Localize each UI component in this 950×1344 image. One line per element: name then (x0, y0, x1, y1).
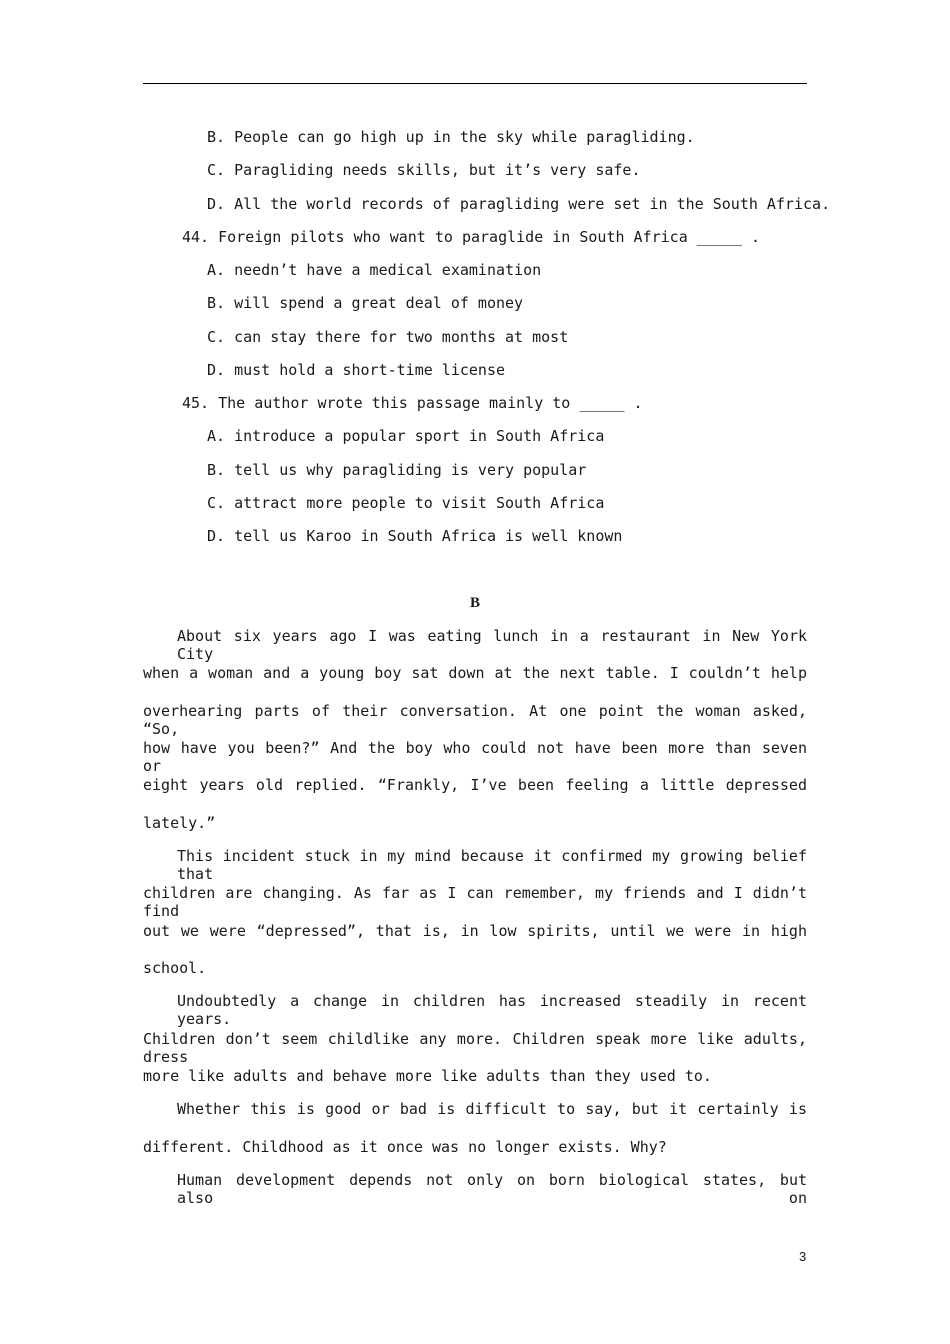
passage-line: different. Childhood as it once was no longer exists. Why? (143, 1138, 667, 1156)
passage-line: lately.” (143, 814, 216, 832)
passage-line: eight years old replied. “Frankly, I’ve been feeling a little depressed (143, 776, 807, 794)
q44-option-b: B. will spend a great deal of money (207, 294, 524, 312)
q45-option-a: A. introduce a popular sport in South Africa (207, 427, 605, 445)
q45-option-b: B. tell us why paragliding is very popular (207, 461, 587, 479)
q45-option-c: C. attract more people to visit South Africa (207, 494, 605, 512)
passage-line: more like adults and behave more like adults than they used to. (143, 1067, 712, 1085)
passage-line: out we were “depressed”, that is, in low spirits, until we were in high (143, 922, 807, 940)
passage-line: This incident stuck in my mind because it confirmed my growing belief that (177, 847, 807, 883)
page-number: 3 (799, 1249, 807, 1264)
passage-line: Undoubtedly a change in children has increased steadily in recent years. (177, 992, 807, 1028)
passage-line: Human development depends not only on born biological states, but also on (177, 1171, 807, 1207)
passage-line: overhearing parts of their conversation. At one point the woman asked, “So, (143, 702, 807, 738)
section-heading: B (469, 595, 481, 611)
q45-stem: 45. The author wrote this passage mainly to _____ . (182, 394, 643, 412)
q43-option-b: B. People can go high up in the sky while paragliding. (207, 128, 695, 146)
q45-option-d: D. tell us Karoo in South Africa is well known (207, 527, 623, 545)
q44-option-c: C. can stay there for two months at most (207, 328, 569, 346)
passage-line: how have you been?” And the boy who could not have been more than seven or (143, 739, 807, 775)
q44-option-a: A. needn’t have a medical examination (207, 261, 542, 279)
q44-option-d: D. must hold a short-time license (207, 361, 506, 379)
passage-line: when a woman and a young boy sat down at the next table. I couldn’t help (143, 664, 807, 682)
passage-line: children are changing. As far as I can remember, my friends and I didn’t find (143, 884, 807, 920)
q43-option-c: C. Paragliding needs skills, but it’s very safe. (207, 161, 641, 179)
passage-line: school. (143, 959, 207, 977)
passage-line: Whether this is good or bad is difficult to say, but it certainly is (177, 1100, 807, 1118)
passage-line: About six years ago I was eating lunch in a restaurant in New York City (177, 627, 807, 663)
q43-option-d: D. All the world records of paragliding were set in the South Africa. (207, 195, 831, 213)
passage-line: Children don’t seem childlike any more. Children speak more like adults, dress (143, 1030, 807, 1066)
header-rule (143, 83, 807, 84)
q44-stem: 44. Foreign pilots who want to paraglide in South Africa _____ . (182, 228, 760, 246)
